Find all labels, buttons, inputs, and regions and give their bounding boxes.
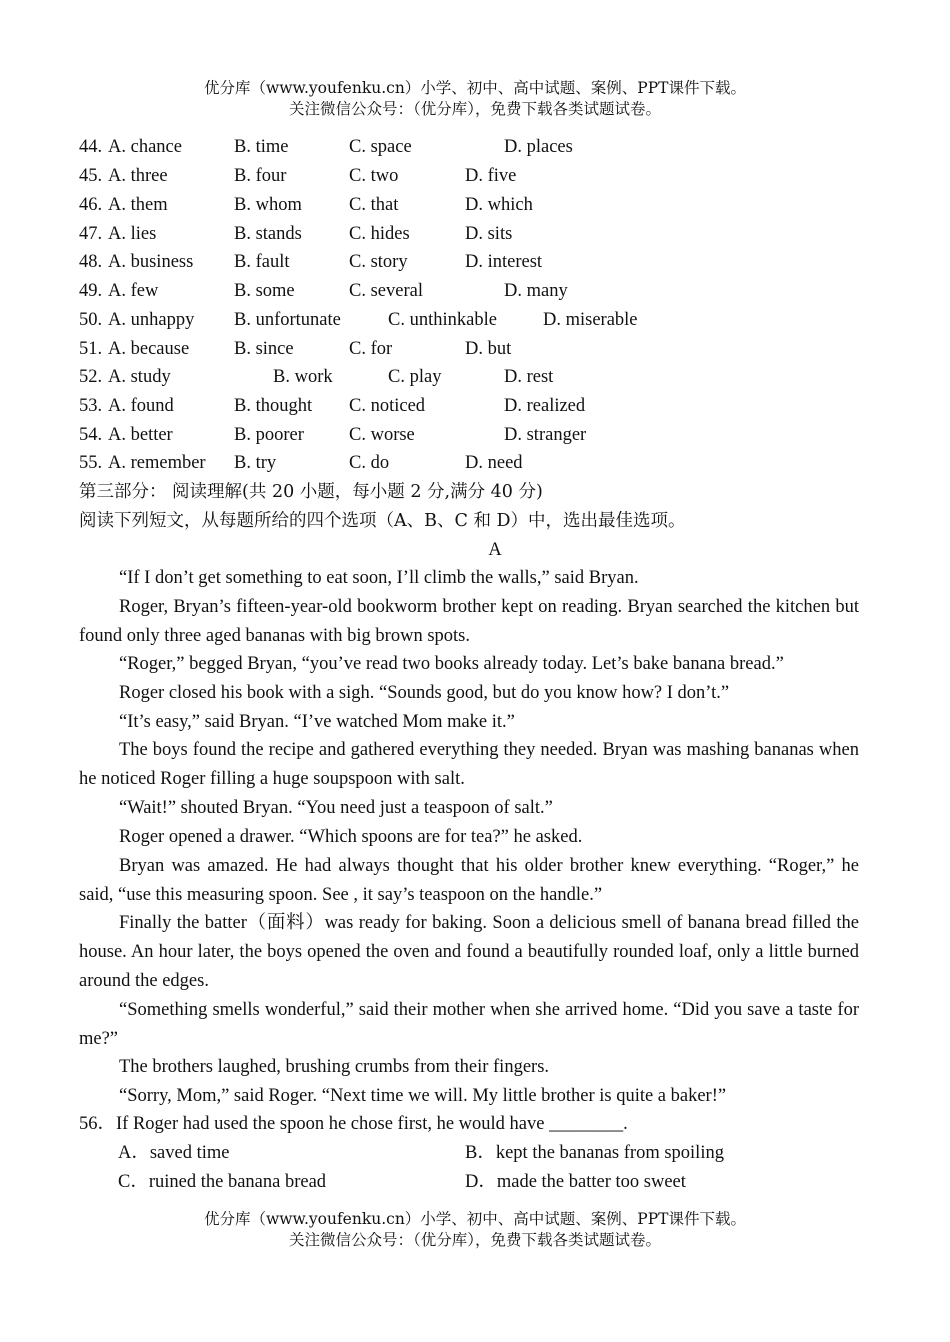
option-b: B. some <box>234 281 295 301</box>
option-a: A. them <box>108 195 168 215</box>
footer-line-1: 优分库（www.youfenku.cn）小学、初中、高中试题、案例、PPT课件下载。 <box>203 1210 747 1228</box>
question-56-option-a: A．saved time <box>118 1143 230 1163</box>
passage-paragraph-9: Bryan was amazed. He had always thought that his older brother knew everything. “Roger,” he said, “use this measuring spoon. See , it say’s teaspoon on the handle.” <box>79 856 859 905</box>
option-a: A. unhappy <box>108 310 195 330</box>
option-d: D. many <box>504 281 568 301</box>
passage-paragraph-12: The brothers laughed, brushing crumbs from their fingers. <box>119 1057 550 1077</box>
option-c: C. space <box>349 137 412 157</box>
option-a: A. chance <box>108 137 182 157</box>
option-d: D. stranger <box>504 425 587 445</box>
passage-paragraph-1: “If I don’t get something to eat soon, I’ll climb the walls,” said Bryan. <box>119 568 639 588</box>
option-a: A. remember <box>108 453 206 473</box>
option-c: C. play <box>388 367 442 387</box>
passage-paragraph-3: “Roger,” begged Bryan, “you’ve read two books already today. Let’s bake banana bread.” <box>119 654 784 674</box>
option-b: B. try <box>234 453 277 473</box>
option-num: 54. <box>79 425 103 445</box>
passage-paragraph-10: Finally the batter（面料）was ready for baking. Soon a delicious smell of banana bread filled the house. An hour later, the boys opened the oven and found a beautifully rounded loaf, only a little burned around the edges. <box>79 913 859 991</box>
option-c: C. that <box>349 195 399 215</box>
option-a: A. lies <box>108 224 157 244</box>
option-num: 49. <box>79 281 103 301</box>
passage-paragraph-6: The boys found the recipe and gathered everything they needed. Bryan was mashing bananas when he noticed Roger filling a huge soupspoon with salt. <box>79 740 859 789</box>
option-d: D. rest <box>504 367 554 387</box>
option-d: D. realized <box>504 396 586 416</box>
option-b: B. whom <box>234 195 302 215</box>
option-d: D. sits <box>465 224 513 244</box>
option-c: C. unthinkable <box>388 310 497 330</box>
option-num: 48. <box>79 252 103 272</box>
question-56-option-c: C．ruined the banana bread <box>118 1172 327 1192</box>
option-c: C. several <box>349 281 423 301</box>
passage-paragraph-5: “It’s easy,” said Bryan. “I’ve watched Mom make it.” <box>119 712 515 732</box>
option-b: B. since <box>234 339 294 359</box>
question-56-option-b: B．kept the bananas from spoiling <box>465 1143 724 1163</box>
option-num: 46. <box>79 195 103 215</box>
passage-paragraph-7: “Wait!” shouted Bryan. “You need just a teaspoon of salt.” <box>119 798 553 818</box>
option-num: 44. <box>79 137 103 157</box>
passage-paragraph-2: Roger, Bryan’s fifteen-year-old bookworm brother kept on reading. Bryan searched the kitchen but found only three aged bananas with big brown spots. <box>79 597 859 646</box>
option-a: A. because <box>108 339 190 359</box>
option-num: 50. <box>79 310 103 330</box>
option-b: B. time <box>234 137 289 157</box>
page-footer <box>0 1209 950 1251</box>
question-56-stem: 56．If Roger had used the spoon he chose first, he would have ________. <box>79 1114 628 1134</box>
option-a: A. three <box>108 166 168 186</box>
option-c: C. for <box>349 339 393 359</box>
section-title: 第三部分： 阅读理解(共 20 小题，每小题 2 分,满分 40 分) <box>79 482 543 502</box>
passage-label: A <box>488 540 502 560</box>
option-c: C. story <box>349 252 408 272</box>
option-num: 55. <box>79 453 103 473</box>
option-d: D. interest <box>465 252 543 272</box>
option-d: D. five <box>465 166 517 186</box>
option-d: D. places <box>504 137 573 157</box>
option-a: A. found <box>108 396 174 416</box>
option-c: C. hides <box>349 224 410 244</box>
option-d: D. which <box>465 195 533 215</box>
option-num: 52. <box>79 367 103 387</box>
option-b: B. work <box>273 367 333 387</box>
option-a: A. better <box>108 425 173 445</box>
option-d: D. miserable <box>543 310 638 330</box>
header-line-1: 优分库（www.youfenku.cn）小学、初中、高中试题、案例、PPT课件下载。 <box>203 79 747 97</box>
option-b: B. poorer <box>234 425 304 445</box>
option-d: D. but <box>465 339 512 359</box>
option-b: B. unfortunate <box>234 310 341 330</box>
option-c: C. two <box>349 166 399 186</box>
passage-paragraph-13: “Sorry, Mom,” said Roger. “Next time we will. My little brother is quite a baker!” <box>119 1086 727 1106</box>
option-b: B. fault <box>234 252 290 272</box>
footer-line-2: 关注微信公众号：（优分库），免费下载各类试题试卷。 <box>288 1231 661 1249</box>
option-a: A. study <box>108 367 171 387</box>
option-b: B. stands <box>234 224 302 244</box>
option-c: C. noticed <box>349 396 426 416</box>
option-num: 47. <box>79 224 103 244</box>
option-c: C. worse <box>349 425 415 445</box>
section-instruction: 阅读下列短文，从每题所给的四个选项（A、B、C 和 D）中，选出最佳选项。 <box>79 511 686 531</box>
option-num: 45. <box>79 166 103 186</box>
option-a: A. business <box>108 252 194 272</box>
option-num: 51. <box>79 339 103 359</box>
option-b: B. thought <box>234 396 313 416</box>
page-header <box>0 78 950 120</box>
passage-paragraph-4: Roger closed his book with a sigh. “Sounds good, but do you know how? I don’t.” <box>119 683 730 703</box>
passage-paragraph-8: Roger opened a drawer. “Which spoons are for tea?” he asked. <box>119 827 583 847</box>
option-b: B. four <box>234 166 287 186</box>
option-a: A. few <box>108 281 159 301</box>
option-num: 53. <box>79 396 103 416</box>
option-c: C. do <box>349 453 390 473</box>
header-line-2: 关注微信公众号：（优分库），免费下载各类试题试卷。 <box>288 100 661 118</box>
question-56-option-d: D．made the batter too sweet <box>465 1172 686 1192</box>
option-d: D. need <box>465 453 523 473</box>
passage-paragraph-11: “Something smells wonderful,” said their mother when she arrived home. “Did you save a taste for me?” <box>79 1000 859 1049</box>
